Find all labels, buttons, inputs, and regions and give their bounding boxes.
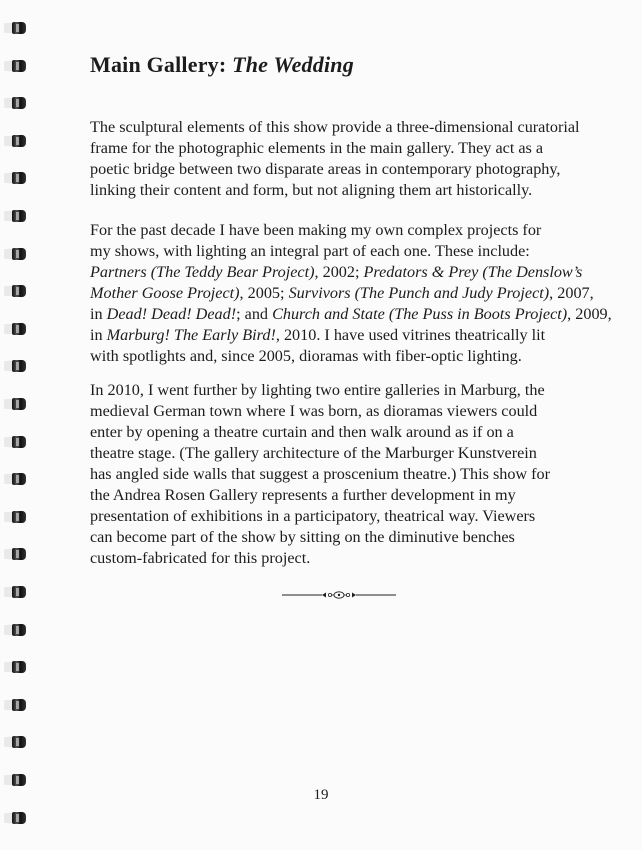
text-line <box>90 159 561 180</box>
text-line <box>90 117 580 138</box>
text-line <box>90 422 550 443</box>
body-text: , 2009, <box>567 305 612 323</box>
body-text: in <box>90 305 107 323</box>
text-line <box>90 464 550 485</box>
binding-ring <box>4 436 26 448</box>
binding-ring <box>4 398 26 410</box>
body-text: ; and <box>236 305 273 323</box>
body-text: custom-fabricated for this project. <box>90 549 311 567</box>
body-text: enter by opening a theatre curtain and then walk around as if on a <box>90 423 514 441</box>
binding-ring <box>4 360 26 372</box>
binding-ring <box>4 172 26 184</box>
binding-ring <box>4 248 26 260</box>
text-line <box>90 138 550 159</box>
body-text: medieval German town where I was born, as dioramas viewers could <box>90 402 538 420</box>
text-line <box>90 380 550 401</box>
body-text: the Andrea Rosen Gallery represents a further development in my <box>90 486 516 504</box>
italic-title-text: Predators & Prey (The Denslow’s <box>363 263 583 281</box>
text-line <box>90 548 550 569</box>
body-text: In 2010, I went further by lighting two entire galleries in Marburg, the <box>90 381 545 399</box>
title-italic: The Wedding <box>232 52 354 77</box>
title-prefix: Main Gallery: <box>90 52 233 77</box>
body-text: For the past decade I have been making my own complex projects for <box>90 221 542 239</box>
text-line <box>90 346 550 367</box>
body-text: , 2010. I have used vitrines theatrically lit <box>275 326 546 344</box>
binding-ring <box>4 661 26 673</box>
text-line <box>90 283 594 304</box>
body-text: can become part of the show by sitting on the diminutive benches <box>90 528 515 546</box>
text-line <box>90 485 550 506</box>
page-title <box>90 52 354 78</box>
binding-ring <box>4 210 26 222</box>
binding-ring <box>4 812 26 824</box>
binding-ring <box>4 624 26 636</box>
text-line <box>90 241 550 262</box>
italic-title-text: Mother Goose Project) <box>90 284 240 302</box>
page-number: 19 <box>313 787 329 803</box>
binding-ring <box>4 774 26 786</box>
binding-ring <box>4 736 26 748</box>
text-line <box>90 180 550 201</box>
ornamental-divider <box>282 588 396 602</box>
text-line <box>90 506 550 527</box>
binding-ring <box>4 699 26 711</box>
binding-ring <box>4 60 26 72</box>
text-line <box>90 527 550 548</box>
text-line <box>90 401 550 422</box>
body-text: presentation of exhibitions in a participatory, theatrical way. Viewers <box>90 507 536 525</box>
paragraph-3 <box>90 380 550 569</box>
body-text: has angled side walls that suggest a proscenium theatre.) This show for <box>90 465 551 483</box>
binding-ring <box>4 548 26 560</box>
binding-ring <box>4 135 26 147</box>
binding-ring <box>4 586 26 598</box>
binding-ring <box>4 473 26 485</box>
body-text: poetic bridge between two disparate areas in contemporary photography, <box>90 160 561 178</box>
body-text: frame for the photographic elements in the main gallery. They act as a <box>90 139 544 157</box>
body-text: , 2007, <box>549 284 594 302</box>
binding-ring <box>4 22 26 34</box>
body-text: with spotlights and, since 2005, dioramas with fiber-optic lighting. <box>90 347 522 365</box>
text-line <box>90 443 550 464</box>
italic-title-text: Dead! Dead! Dead! <box>106 305 237 323</box>
binding-ring <box>4 285 26 297</box>
text-line <box>90 220 550 241</box>
italic-title-text: Survivors (The Punch and Judy Project) <box>288 284 550 302</box>
body-text: my shows, with lighting an integral part of each one. These include: <box>90 242 530 260</box>
paragraph-1 <box>90 117 580 201</box>
body-text: theatre stage. (The gallery architecture of the Marburger Kunstverein <box>90 444 537 462</box>
text-line <box>90 304 612 325</box>
body-text: linking their content and form, but not aligning them art historically. <box>90 181 533 199</box>
italic-title-text: Church and State (The Puss in Boots Project) <box>272 305 568 323</box>
binding-ring <box>4 511 26 523</box>
italic-title-text: Partners (The Teddy Bear Project) <box>90 263 315 281</box>
binding-ring <box>4 97 26 109</box>
binding-ring <box>4 323 26 335</box>
body-text: in <box>90 326 107 344</box>
italic-title-text: Marburg! The Early Bird! <box>106 326 276 344</box>
body-text: The sculptural elements of this show provide a three-dimensional curatorial <box>90 118 580 136</box>
body-text: , 2005; <box>239 284 289 302</box>
body-text: , 2002; <box>314 263 364 281</box>
spiral-binding <box>0 0 30 850</box>
text-line <box>90 325 550 346</box>
paragraph-2 <box>90 220 612 367</box>
text-line <box>90 262 583 283</box>
